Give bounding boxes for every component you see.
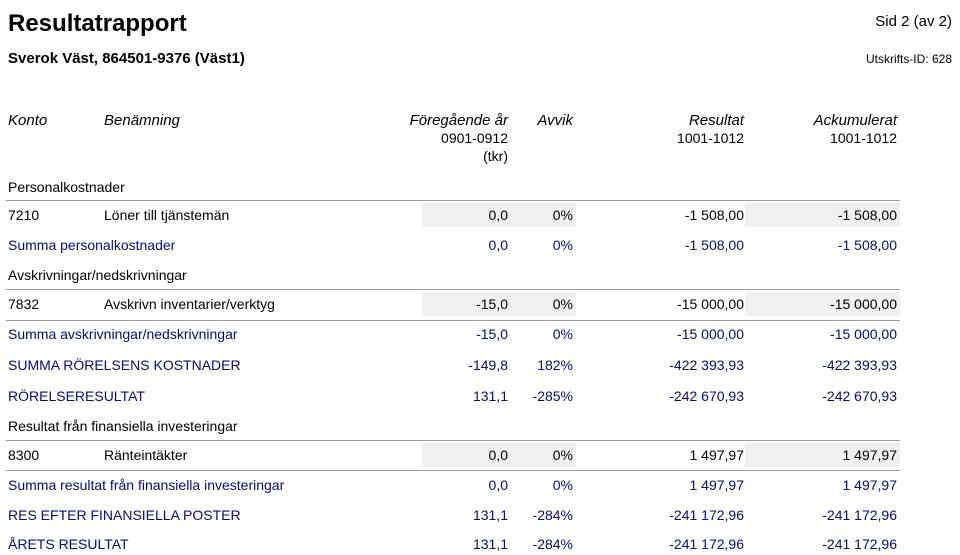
accumulated-value: -242 670,93 — [822, 388, 897, 404]
col-header-foregaende-period: 0901-0912 — [441, 130, 508, 146]
section-heading-avskrivningar: Avskrivningar/nedskrivningar — [8, 267, 187, 283]
accumulated-value: 1 497,97 — [842, 447, 897, 463]
accumulated-value: -241 172,96 — [822, 507, 897, 523]
result-value: -422 393,93 — [669, 357, 744, 373]
table-row-summary — [0, 322, 960, 346]
deviation-value: 0% — [552, 477, 573, 493]
previous-year-value: 131,1 — [472, 536, 508, 552]
deviation-value: 0% — [552, 326, 573, 342]
result-value: 1 497,97 — [689, 477, 744, 493]
page-indicator: Sid 2 (av 2) — [875, 13, 952, 30]
result-value: -241 172,96 — [669, 507, 744, 523]
report-title: Resultatrapport — [8, 10, 187, 37]
table-row-summary — [0, 473, 960, 497]
result-value: -241 172,96 — [669, 536, 744, 552]
col-header-ackumulerat-label: Ackumulerat — [813, 112, 897, 129]
col-header-resultat-label: Resultat — [688, 112, 744, 129]
table-row-total — [0, 353, 960, 377]
table-row — [0, 292, 960, 316]
result-value: -1 508,00 — [684, 237, 744, 253]
deviation-value: -285% — [532, 388, 573, 404]
account-number: 7210 — [8, 207, 40, 223]
previous-year-value: -15,0 — [476, 326, 508, 342]
deviation-value: -284% — [532, 536, 573, 552]
col-header-foregaende-unit: (tkr) — [483, 148, 508, 164]
deviation-value: 0% — [552, 237, 573, 253]
table-row-total — [0, 532, 960, 555]
account-name: Avskrivn inventarier/verktyg — [104, 296, 275, 312]
divider — [6, 440, 900, 441]
previous-year-value: -15,0 — [476, 296, 508, 312]
col-header-avvik: Avvik — [537, 112, 573, 129]
col-header-resultat-period: 1001-1012 — [677, 130, 744, 146]
table-row-total — [0, 503, 960, 527]
account-name: Ränteintäkter — [104, 447, 188, 463]
col-header-benamning: Benämning — [104, 112, 180, 129]
col-header-ackumulerat — [814, 112, 897, 147]
previous-year-value: 0,0 — [488, 207, 508, 223]
section-heading-finansiella: Resultat från finansiella investeringar — [8, 418, 238, 434]
result-value: -15 000,00 — [677, 326, 744, 342]
divider — [6, 200, 900, 201]
accumulated-value: -1 508,00 — [837, 237, 897, 253]
accumulated-value: -15 000,00 — [830, 296, 897, 312]
total-label: RES EFTER FINANSIELLA POSTER — [8, 507, 241, 523]
accumulated-value: -15 000,00 — [830, 326, 897, 342]
accumulated-value: 1 497,97 — [842, 477, 897, 493]
table-row-summary — [0, 233, 960, 257]
col-header-foregaende — [410, 112, 508, 165]
total-label: SUMMA RÖRELSENS KOSTNADER — [8, 357, 241, 373]
col-header-konto: Konto — [8, 112, 48, 129]
account-number: 7832 — [8, 296, 40, 312]
divider — [6, 320, 900, 321]
previous-year-value: -149,8 — [468, 357, 508, 373]
table-row-total — [0, 384, 960, 408]
accumulated-value: -422 393,93 — [822, 357, 897, 373]
summary-label: Summa personalkostnader — [8, 237, 176, 253]
result-value: -15 000,00 — [677, 296, 744, 312]
previous-year-value: 131,1 — [472, 388, 508, 404]
deviation-value: 182% — [537, 357, 573, 373]
table-row — [0, 443, 960, 467]
col-header-resultat — [677, 112, 744, 147]
deviation-value: 0% — [552, 447, 573, 463]
deviation-value: 0% — [552, 296, 573, 312]
account-name: Löner till tjänstemän — [104, 207, 230, 223]
previous-year-value: 0,0 — [488, 477, 508, 493]
account-number: 8300 — [8, 447, 40, 463]
deviation-value: 0% — [552, 207, 573, 223]
result-value: -242 670,93 — [669, 388, 744, 404]
col-header-ackumulerat-period: 1001-1012 — [830, 130, 897, 146]
accumulated-value: -1 508,00 — [837, 207, 897, 223]
table-row — [0, 203, 960, 227]
previous-year-value: 0,0 — [488, 447, 508, 463]
organization-name: Sverok Väst, 864501-9376 (Väst1) — [8, 50, 245, 67]
summary-label: Summa resultat från finansiella investeringar — [8, 477, 285, 493]
divider — [6, 289, 900, 290]
section-heading-personal: Personalkostnader — [8, 179, 125, 195]
total-label: ÅRETS RESULTAT — [8, 536, 129, 552]
result-value: -1 508,00 — [684, 207, 744, 223]
result-value: 1 497,97 — [689, 447, 744, 463]
total-label: RÖRELSERESULTAT — [8, 388, 145, 404]
summary-label: Summa avskrivningar/nedskrivningar — [8, 326, 238, 342]
col-header-foregaende-label: Föregående år — [409, 112, 508, 129]
accumulated-value: -241 172,96 — [822, 536, 897, 552]
deviation-value: -284% — [532, 507, 573, 523]
print-id: Utskrifts-ID: 628 — [865, 52, 952, 66]
previous-year-value: 0,0 — [488, 237, 508, 253]
divider — [6, 470, 900, 471]
previous-year-value: 131,1 — [472, 507, 508, 523]
